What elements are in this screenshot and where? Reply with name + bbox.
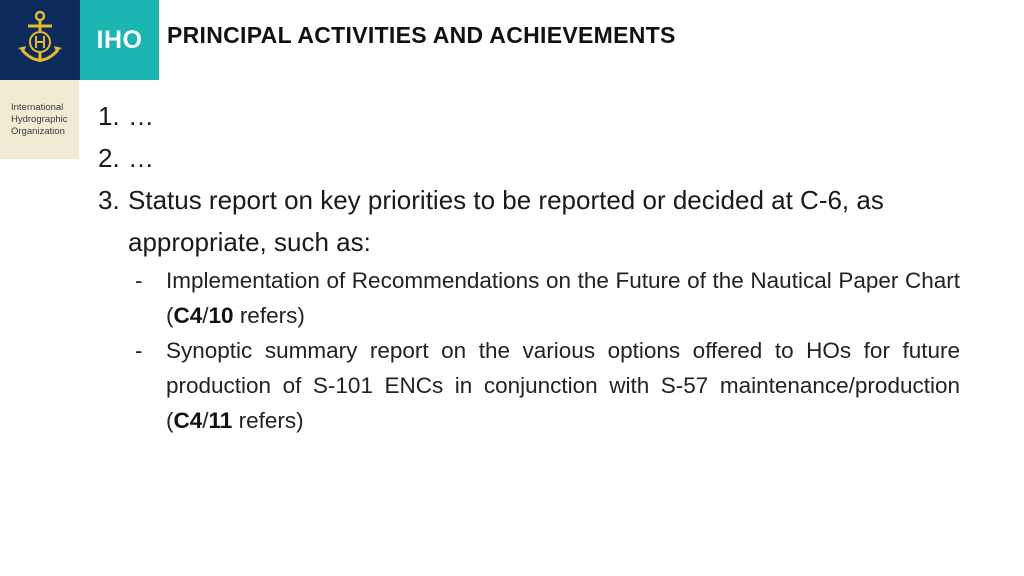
ref-separator: / bbox=[202, 303, 209, 328]
org-name-line: Organization bbox=[11, 126, 65, 137]
org-name-line: International bbox=[11, 102, 64, 113]
sub-list-item bbox=[135, 333, 960, 438]
sub-list-text bbox=[166, 263, 960, 333]
list-item-number: 2. bbox=[98, 143, 120, 173]
sub-text-before: Implementation of Recommendations on the Future of the Nautical Paper Chart ( bbox=[166, 268, 960, 328]
page-title: PRINCIPAL ACTIVITIES AND ACHIEVEMENTS bbox=[167, 22, 676, 48]
anchor-emblem-icon bbox=[8, 8, 72, 72]
sub-list-text bbox=[166, 333, 960, 438]
sub-text-after: refers) bbox=[233, 303, 305, 328]
list-item bbox=[98, 179, 960, 263]
list-item bbox=[98, 95, 960, 137]
list-item-number: 3. bbox=[98, 185, 120, 215]
ref-committee: C4 bbox=[173, 408, 203, 433]
ref-number: 10 bbox=[208, 303, 234, 328]
list-item bbox=[98, 137, 960, 179]
sub-list-dash: - bbox=[135, 268, 143, 293]
sub-list bbox=[135, 263, 960, 438]
ref-committee: C4 bbox=[173, 303, 203, 328]
ref-separator: / bbox=[202, 408, 209, 433]
list-item-text: … bbox=[128, 143, 154, 173]
sub-text-before: Synoptic summary report on the various options offered to HOs for future production of S-101 ENCs in conjunction with S-57 maintenance/production ( bbox=[166, 338, 960, 433]
iho-emblem bbox=[0, 0, 80, 80]
list-item-text: Status report on key priorities to be reported or decided at C-6, as appropriate, such as: bbox=[128, 185, 884, 257]
sub-list-dash: - bbox=[135, 338, 143, 363]
sub-list-item bbox=[135, 263, 960, 333]
slide-content bbox=[98, 95, 960, 438]
iho-logo-text: IHO bbox=[80, 0, 159, 80]
ref-number: 11 bbox=[208, 408, 233, 433]
org-name-line: Hydrographic bbox=[11, 114, 68, 125]
list-item-text: … bbox=[128, 101, 154, 131]
list-item-number: 1. bbox=[98, 101, 120, 131]
sub-text-after: refers) bbox=[232, 408, 304, 433]
organization-name bbox=[0, 80, 79, 159]
